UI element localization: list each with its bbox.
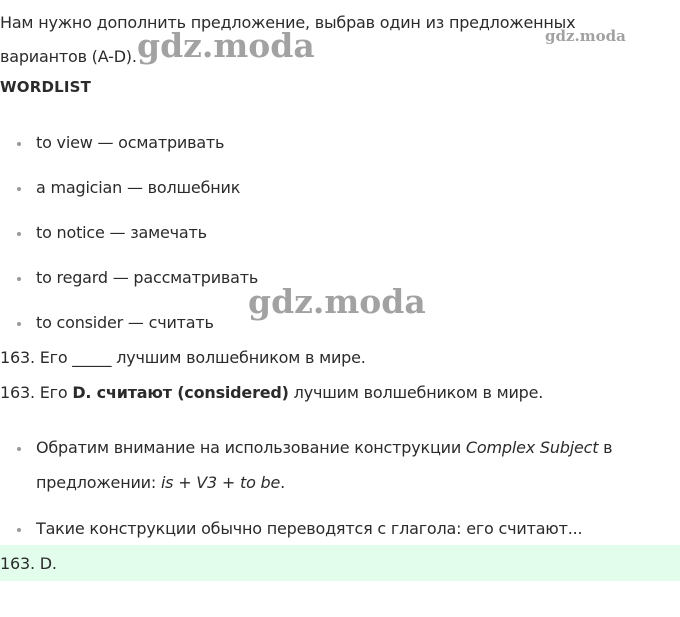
wordlist-item: to view — осматривать (0, 126, 680, 171)
wordlist-item: a magician — волшебник (0, 171, 680, 216)
wordlist-item: to regard — рассматривать (0, 261, 680, 306)
watermark: gdz.moda (248, 282, 426, 321)
note-formula: is + V3 + to be (160, 473, 281, 492)
watermark: gdz.moda (137, 26, 315, 65)
solution-prefix: 163. Его (0, 383, 73, 402)
answer-text: 163. D. (0, 554, 57, 573)
wordlist-heading: WORDLIST (0, 78, 92, 96)
wordlist-item: to consider — считать (0, 306, 680, 351)
question-text: 163. Его _____ лучшим волшебником в мире. (0, 348, 366, 367)
intro-text: Нам нужно дополнить предложение, выбрав один из предложенных вариантов (A-D). (0, 13, 576, 66)
solution-suffix: лучшим волшебником в мире. (288, 383, 544, 402)
note-item (0, 430, 650, 500)
notes-list (0, 430, 650, 557)
note-item: Такие конструкции обычно переводятся с глагола: его считают... (0, 511, 650, 546)
watermark: gdz.moda (545, 27, 626, 45)
note-text: . (280, 473, 286, 492)
answer-box (0, 545, 680, 581)
solution-answer: D. считают (considered) (72, 383, 289, 402)
note-text: Обратим внимание на использование конструкции (36, 438, 466, 457)
note-term: Complex Subject (465, 438, 599, 457)
note-text: в предложении: (36, 438, 613, 492)
solution-text (0, 383, 543, 402)
wordlist-item: to notice — замечать (0, 216, 680, 261)
